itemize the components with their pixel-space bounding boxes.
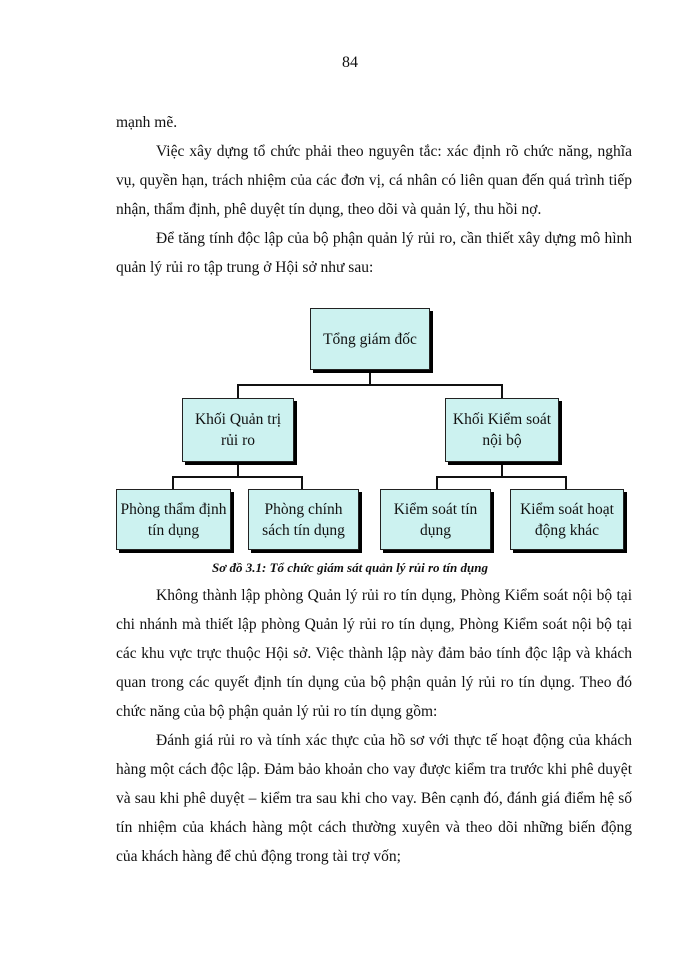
node-label-line1: Phòng thẩm định: [120, 500, 227, 518]
paragraph: Việc xây dựng tổ chức phải theo nguyên tắc: xác định rõ chức năng, nghĩa vụ, quyền hạn, trách nhiệm của các đơn vị, cá nhân có liên quan đến quá trình tiếp nhận, thẩm định, phê duyệt tín dụng, theo dõi và quản lý, thu hồi nợ.: [116, 143, 632, 218]
node-label: Tổng giám đốc: [323, 330, 417, 348]
connector-left-down: [237, 462, 239, 477]
node-label-line1: Phòng chính: [264, 500, 343, 518]
node-root: [310, 308, 430, 370]
connector-right-branch: [501, 384, 503, 399]
diagram-caption: Sơ đồ 3.1: Tổ chức giám sát quản lý rủi ro tín dụng: [212, 560, 488, 575]
body-text-bottom: [116, 581, 632, 871]
node-label-line2: động khác: [534, 521, 600, 539]
node-label-line1: Khối Kiểm soát: [452, 411, 552, 428]
connector-level1-bar: [237, 384, 503, 386]
connector-right-bar: [436, 476, 567, 478]
node-credit-control: [380, 489, 491, 550]
page-number: 84: [342, 54, 358, 71]
node-risk-management: [182, 398, 294, 462]
node-appraisal-dept: [116, 489, 231, 550]
node-label-line1: Kiểm soát hoạt: [520, 500, 614, 518]
node-other-control: [510, 489, 624, 550]
node-label-line2: nội bộ: [482, 432, 522, 449]
connector-leaf-1: [172, 476, 174, 490]
connector-root-down: [369, 370, 371, 385]
node-label-line2: rủi ro: [220, 432, 255, 449]
connector-leaf-3: [436, 476, 438, 490]
node-internal-control: [445, 398, 559, 462]
node-label-line2: sách tín dụng: [262, 521, 345, 539]
connector-left-branch: [237, 384, 239, 399]
paragraph: Để tăng tính độc lập của bộ phận quản lý rủi ro, cần thiết xây dựng mô hình quản lý rủi ro tập trung ở Hội sở như sau:: [116, 230, 632, 276]
paragraph: Đánh giá rủi ro và tính xác thực của hồ sơ với thực tế hoạt động của khách hàng một cách độc lập. Đảm bảo khoản cho vay được kiểm tra trước khi phê duyệt và sau khi phê duyệt – kiểm tra sau khi cho vay. Bên cạnh đó, đánh giá điểm hệ số tín nhiệm của khách hàng một cách thường xuyên và theo dõi những biến động của khách hàng để chủ động trong tài trợ vốn;: [116, 732, 632, 865]
paragraph-continuation: mạnh mẽ.: [116, 114, 178, 131]
body-text-top: [116, 108, 632, 282]
connector-left-bar: [172, 476, 303, 478]
node-label-line1: Khối Quản trị: [194, 411, 282, 428]
node-label-line2: dụng: [420, 521, 451, 539]
node-label-line1: Kiểm soát tín: [393, 500, 478, 518]
node-credit-policy-dept: [248, 489, 359, 550]
connector-leaf-2: [301, 476, 303, 490]
node-label-line2: tín dụng: [147, 521, 200, 539]
connector-leaf-4: [565, 476, 567, 490]
connector-right-down: [501, 462, 503, 477]
paragraph: Không thành lập phòng Quản lý rủi ro tín dụng, Phòng Kiểm soát nội bộ tại chi nhánh mà thiết lập phòng Quản lý rủi ro tín dụng, Phòng Kiểm soát nội bộ tại các khu vực trực thuộc Hội sở. Việc thành lập này đảm bảo tính độc lập và khách quan trong các quyết định tín dụng của bộ phận quản lý rủi ro tín dụng. Theo đó chức năng của bộ phận quản lý rủi ro tín dụng gồm:: [116, 587, 632, 720]
